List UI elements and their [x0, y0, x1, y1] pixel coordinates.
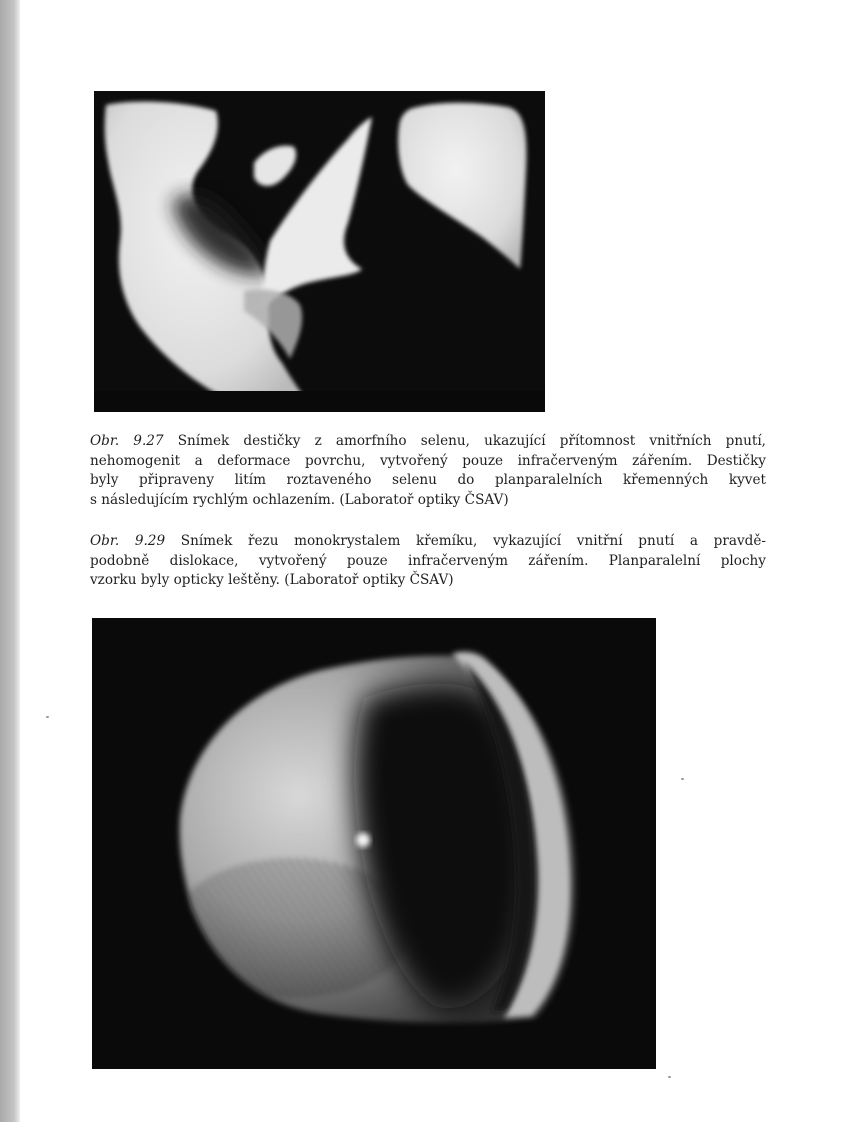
caption-line: nehomogenit a deformace povrchu, vytvořený pouze infračerveným zářením. Destičky [90, 452, 766, 469]
scan-speck [668, 1076, 671, 1078]
caption-line: vzorku byly opticky leštěny. (Laboratoř optiky ČSAV) [90, 572, 454, 588]
figure-9-29-photo [92, 618, 656, 1069]
selenium-plate-image [94, 91, 545, 412]
scan-speck [681, 778, 684, 780]
caption-line [90, 532, 766, 552]
caption-line [90, 432, 766, 452]
figure-9-27-caption [90, 432, 766, 510]
figure-9-29-caption [90, 532, 766, 591]
scan-speck [46, 716, 49, 718]
figure-number: Obr. 9.27 [90, 433, 164, 449]
caption-text: Snímek řezu monokrystalem křemíku, vykazující vnitřní pnutí a pravdě- [180, 533, 767, 549]
caption-line: podobně dislokace, vytvořený pouze infračerveným zářením. Planparalelní plochy [90, 552, 766, 569]
page-left-edge-shadow [0, 0, 20, 1122]
caption-text: Snímek destičky z amorfního selenu, ukazující přítomnost vnitřních pnutí, [177, 433, 766, 449]
silicon-crystal-image [92, 618, 656, 1069]
caption-line: byly připraveny litím roztaveného selenu do planparalelních křemenných kyvet [90, 472, 766, 488]
figure-9-27-photo [94, 91, 545, 412]
figure-number: Obr. 9.29 [90, 533, 166, 549]
caption-line: s následujícím rychlým ochlazením. (Laboratoř optiky ČSAV) [90, 491, 509, 508]
